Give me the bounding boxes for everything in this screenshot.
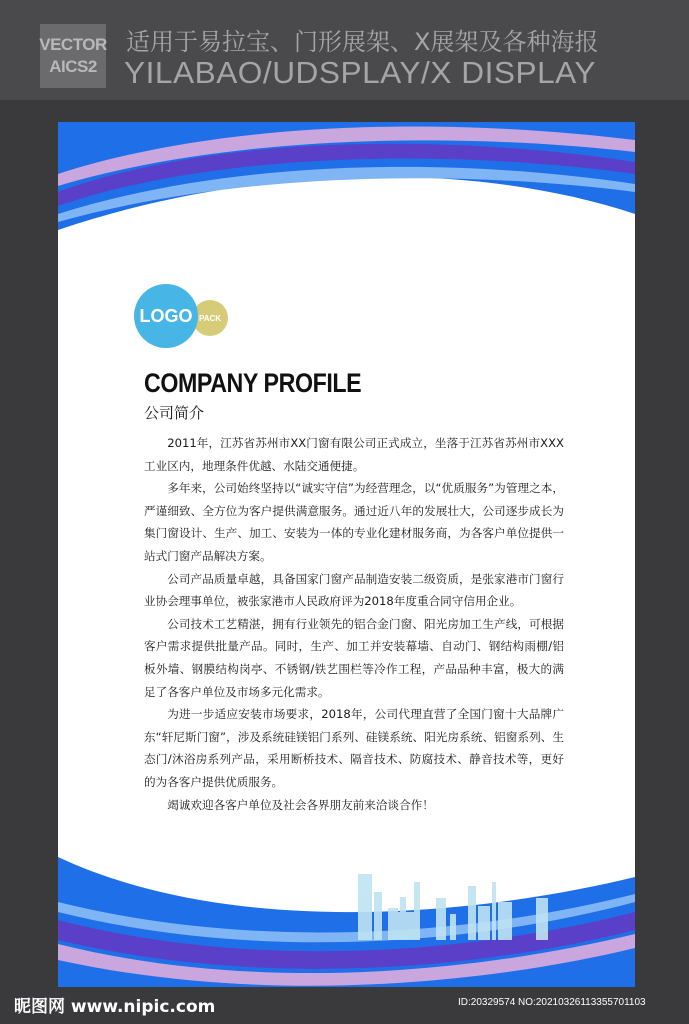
paragraph-3: 公司产品质量卓越，具备国家门窗产品制造安装二级资质，是张家港市门窗行业协会理事单位，被张家港市人民政府评为2018年度重合同守信用企业。: [144, 571, 564, 609]
badge-line-2: AICS2: [49, 57, 97, 76]
footer-id: ID:20329574 NO:20210326113355701103: [458, 997, 646, 1008]
poster: [58, 122, 635, 987]
profile-body: [144, 432, 564, 816]
badge-line-1: VECTOR: [39, 35, 107, 54]
logo-pack-circle: PACK: [192, 300, 228, 336]
header-title-cn: 适用于易拉宝、门形展架、X展架及各种海报: [126, 28, 599, 56]
header-title-en: YILABAO/UDSPLAY/X DISPLAY: [124, 55, 597, 90]
vector-badge: [40, 24, 106, 88]
profile-title: COMPANY PROFILE: [144, 368, 362, 398]
paragraph-5: 为进一步适应安装市场要求，2018年，公司代理直营了全国门窗十大品牌广东“轩尼斯门窗”，涉及系统硅镁铝门系列、硅镁系统、阳光房系统、铝窗系列、生态门/沐浴房系列产品，采用断桥技术、隔音技术、防腐技术、静音技术等，更好的为各客户提供优质服务。: [144, 707, 564, 789]
logo-circle: LOGO: [134, 284, 198, 348]
paragraph-2: 多年来，公司始终坚持以“诚实守信”为经营理念，以“优质服务”为管理之本，严谨细致、全方位为客户提供满意服务。通过近八年的发展壮大，公司逐步成长为集门窗设计、生产、加工、安装为一体的专业化建材服务商，为各客户单位提供一站式门窗产品解决方案。: [144, 481, 564, 563]
paragraph-4: 公司技术工艺精湛，拥有行业领先的铝合金门窗、阳光房加工生产线，可根据客户需求提供批量产品。同时，生产、加工并安装幕墙、自动门、钢结构雨棚/铝板外墙、钢膜结构岗亭、不锈钢/铁艺围栏等冷作工程，产品品种丰富，极大的满足了各客户单位及市场多元化需求。: [144, 616, 564, 699]
header-banner: [0, 0, 689, 100]
paragraph-6: 竭诚欢迎各客户单位及社会各界朋友前来洽谈合作！: [167, 797, 434, 812]
footer-site: 昵图网 www.nipic.com: [14, 997, 216, 1017]
paragraph-1: 2011年，江苏省苏州市XX门窗有限公司正式成立，坐落于江苏省苏州市XXX工业区内，地理条件优越、水陆交通便捷。: [144, 436, 564, 473]
profile-subtitle: 公司简介: [144, 404, 205, 422]
